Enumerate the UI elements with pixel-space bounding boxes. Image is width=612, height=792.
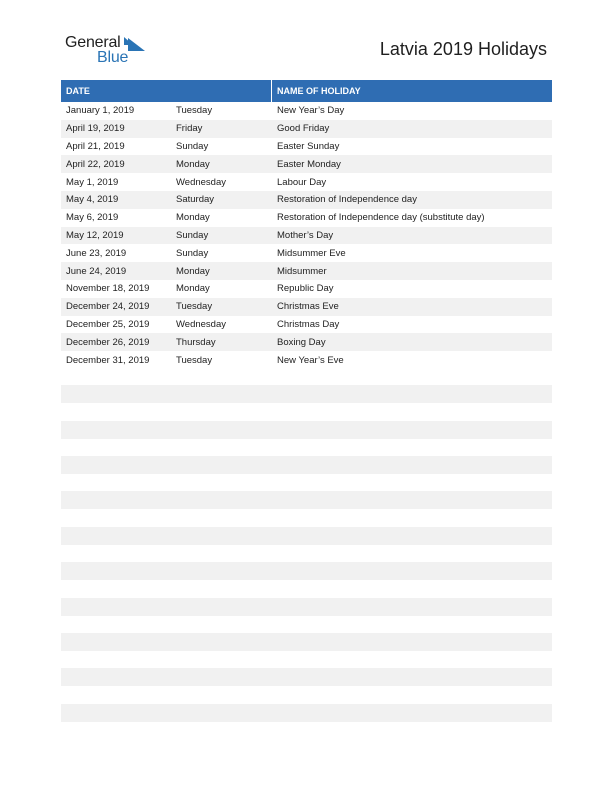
- table-row: [61, 351, 552, 369]
- row-holiday-name: Easter Sunday: [277, 140, 340, 152]
- row-holiday-name: Christmas Day: [277, 318, 340, 330]
- empty-row-stripe: [61, 456, 552, 474]
- row-date: December 26, 2019: [66, 336, 150, 348]
- table-row: [61, 298, 552, 316]
- logo-word-general: General: [65, 34, 121, 51]
- row-holiday-name: Midsummer Eve: [277, 247, 346, 259]
- row-holiday-name: Labour Day: [277, 176, 327, 188]
- row-date: December 31, 2019: [66, 354, 150, 366]
- row-weekday: Saturday: [176, 194, 215, 206]
- row-date: January 1, 2019: [66, 105, 135, 117]
- empty-row-stripe: [61, 704, 552, 722]
- table-row: [61, 316, 552, 334]
- empty-row-stripe: [61, 421, 552, 439]
- row-date: December 24, 2019: [66, 301, 150, 313]
- empty-row-stripe: [61, 598, 552, 616]
- empty-row-stripe: [61, 527, 552, 545]
- row-date: April 21, 2019: [66, 140, 125, 152]
- empty-row-stripe: [61, 562, 552, 580]
- row-date: June 23, 2019: [66, 247, 127, 259]
- row-holiday-name: Mother’s Day: [277, 229, 334, 241]
- row-weekday: Sunday: [176, 229, 209, 241]
- logo-triangle-icon: [124, 37, 146, 51]
- row-holiday-name: Restoration of Independence day (substitute day): [277, 212, 485, 224]
- column-header-date: DATE: [61, 80, 272, 102]
- empty-row-stripe: [61, 385, 552, 403]
- row-holiday-name: Restoration of Independence day: [277, 194, 417, 206]
- holiday-table: [61, 80, 552, 369]
- row-date: November 18, 2019: [66, 283, 150, 295]
- table-row: [61, 191, 552, 209]
- row-weekday: Monday: [176, 158, 210, 170]
- row-weekday: Thursday: [176, 336, 216, 348]
- row-weekday: Sunday: [176, 247, 209, 259]
- empty-row-stripe: [61, 668, 552, 686]
- table-row: [61, 262, 552, 280]
- row-holiday-name: Midsummer: [277, 265, 327, 277]
- empty-row-stripe: [61, 633, 552, 651]
- row-weekday: Tuesday: [176, 301, 213, 313]
- table-body: [61, 102, 552, 369]
- empty-row-stripe: [61, 491, 552, 509]
- row-weekday: Tuesday: [176, 354, 213, 366]
- row-holiday-name: Boxing Day: [277, 336, 326, 348]
- table-header: [61, 80, 552, 102]
- row-date: May 12, 2019: [66, 229, 124, 241]
- row-holiday-name: Christmas Eve: [277, 301, 339, 313]
- row-date: May 6, 2019: [66, 212, 119, 224]
- table-row: [61, 120, 552, 138]
- row-weekday: Monday: [176, 265, 210, 277]
- row-holiday-name: Good Friday: [277, 123, 330, 135]
- row-weekday: Monday: [176, 283, 210, 295]
- table-row: [61, 102, 552, 120]
- row-weekday: Wednesday: [176, 176, 226, 188]
- table-row: [61, 333, 552, 351]
- row-date: April 19, 2019: [66, 123, 125, 135]
- row-weekday: Friday: [176, 123, 203, 135]
- row-date: May 4, 2019: [66, 194, 119, 206]
- row-weekday: Sunday: [176, 140, 209, 152]
- row-holiday-name: New Year’s Eve: [277, 354, 344, 366]
- row-holiday-name: New Year’s Day: [277, 105, 345, 117]
- logo-word-blue: Blue: [97, 49, 129, 66]
- row-date: April 22, 2019: [66, 158, 125, 170]
- row-date: June 24, 2019: [66, 265, 127, 277]
- row-holiday-name: Republic Day: [277, 283, 334, 295]
- row-weekday: Monday: [176, 212, 210, 224]
- table-row: [61, 155, 552, 173]
- row-weekday: Tuesday: [176, 105, 213, 117]
- row-date: December 25, 2019: [66, 318, 150, 330]
- row-weekday: Wednesday: [176, 318, 226, 330]
- column-header-holiday: NAME OF HOLIDAY: [277, 86, 361, 96]
- row-date: May 1, 2019: [66, 176, 119, 188]
- page-title: Latvia 2019 Holidays: [379, 39, 547, 59]
- table-row: [61, 280, 552, 298]
- row-holiday-name: Easter Monday: [277, 158, 341, 170]
- table-row: [61, 138, 552, 156]
- table-row: [61, 244, 552, 262]
- table-row: [61, 227, 552, 245]
- table-row: [61, 209, 552, 227]
- table-row: [61, 173, 552, 191]
- logo: [65, 34, 155, 68]
